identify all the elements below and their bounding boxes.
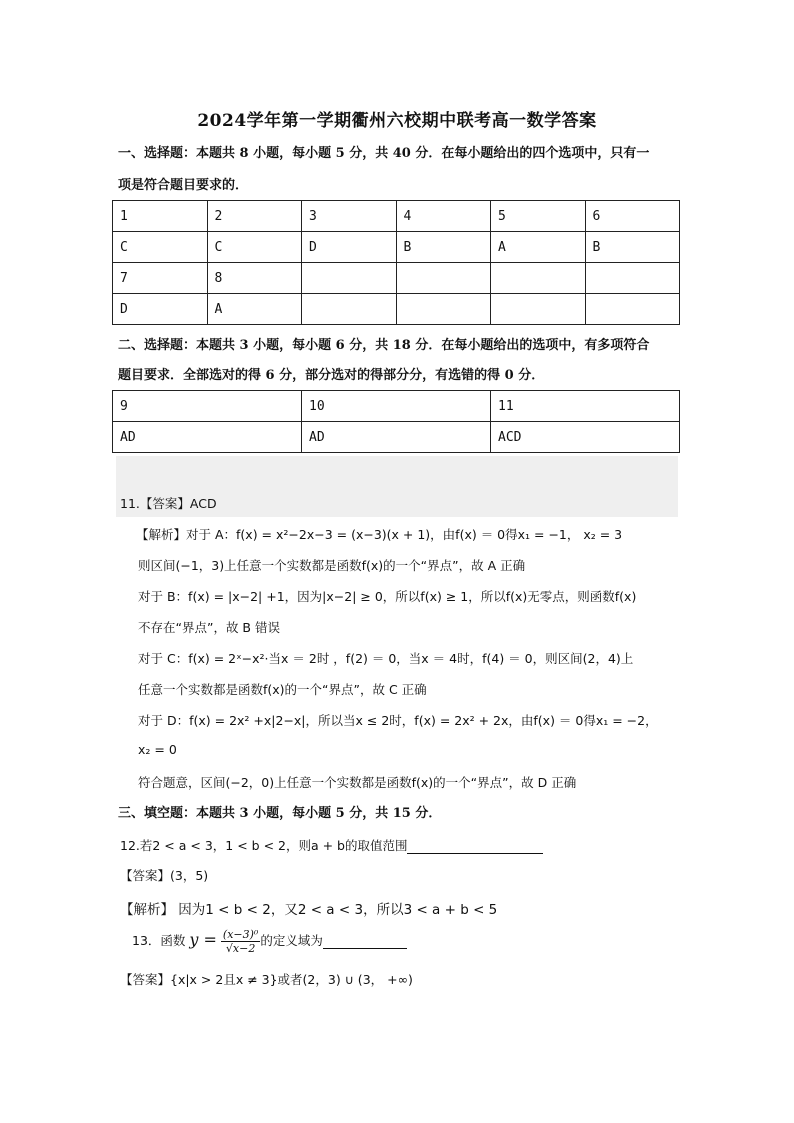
table-cell (585, 294, 680, 325)
q11-analysis-line8: x₂ = 0 (138, 742, 177, 757)
q11-analysis-line2: 则区间(−1，3)上任意一个实数都是函数f(x)的一个“界点”，故 A 正确 (138, 558, 526, 573)
table-cell: C (113, 232, 208, 263)
q13-question (132, 928, 407, 955)
table-cell: 7 (113, 263, 208, 294)
table-row (113, 422, 680, 453)
table-cell: 10 (302, 391, 491, 422)
table-cell (491, 263, 586, 294)
section1-heading-line2: 项是符合题目要求的． (118, 178, 249, 193)
q13-suffix: 的定义域为 (260, 933, 323, 948)
table-cell: 8 (207, 263, 302, 294)
table-row (113, 232, 680, 263)
table-cell: D (302, 232, 397, 263)
page-title: 2024学年第一学期衢州六校期中联考高一数学答案 (197, 111, 597, 131)
table-cell (585, 263, 680, 294)
q13-answer: 【答案】{x|x > 2且x ≠ 3}或者(2，3) ∪ (3， +∞) (120, 972, 413, 987)
table-cell (491, 294, 586, 325)
q11-analysis-line5: 对于 C：f(x) = 2ˣ−x²·当x ＝ 2时 ，f(2) ＝ 0，当x ＝ 4时，f(4) ＝ 0，则区间(2，4)上 (138, 651, 634, 666)
table-cell: 1 (113, 201, 208, 232)
table-cell: B (396, 232, 491, 263)
table-cell: B (585, 232, 680, 263)
table-cell: 2 (207, 201, 302, 232)
table-cell: 5 (491, 201, 586, 232)
table-cell: D (113, 294, 208, 325)
q12-answer: 【答案】(3，5) (120, 868, 209, 883)
q12-analysis: 【解析】 因为1 < b < 2，又2 < a < 3，所以3 < a + b < 5 (120, 902, 498, 918)
q13-y: y = (189, 930, 217, 949)
table-cell: AD (113, 422, 302, 453)
table-cell: 6 (585, 201, 680, 232)
table-row (113, 263, 680, 294)
table-cell: A (207, 294, 302, 325)
q11-answer: 11.【答案】ACD (120, 496, 217, 511)
table-row (113, 201, 680, 232)
q11-analysis-line6: 任意一个实数都是函数f(x)的一个“界点”，故 C 正确 (138, 682, 427, 697)
q13-blank (323, 933, 407, 949)
table-cell: 3 (302, 201, 397, 232)
section1-answer-table (112, 200, 680, 325)
table-cell (396, 263, 491, 294)
table-cell (302, 263, 397, 294)
table-cell (396, 294, 491, 325)
q13-numerator: (x−3)⁰ (222, 928, 259, 941)
table-cell: 4 (396, 201, 491, 232)
section2-answer-table (112, 390, 680, 453)
section3-heading: 三、填空题：本题共 3 小题，每小题 5 分，共 15 分． (118, 806, 442, 821)
table-row (113, 391, 680, 422)
q11-analysis-line4: 不存在“界点”，故 B 错误 (138, 620, 280, 635)
section1-heading-line1: 一、选择题：本题共 8 小题，每小题 5 分，共 40 分．在每小题给出的四个选项中，只有一 (118, 146, 650, 161)
section2-heading-line2: 题目要求．全部选对的得 6 分，部分选对的得部分分，有选错的得 0 分． (118, 368, 545, 383)
q12-question (120, 836, 543, 854)
q11-analysis-line9: 符合题意，区间(−2，0)上任意一个实数都是函数f(x)的一个“界点”，故 D 正确 (138, 775, 577, 790)
table-cell: ACD (491, 422, 680, 453)
table-cell (302, 294, 397, 325)
table-cell: A (491, 232, 586, 263)
table-row (113, 294, 680, 325)
q11-analysis-line3: 对于 B：f(x) = |x−2| +1，因为|x−2| ≥ 0，所以f(x) ≥ 1，所以f(x)无零点，则函数f(x) (138, 589, 637, 604)
q11-analysis-line7: 对于 D：f(x) = 2x² +x|2−x|，所以当x ≤ 2时，f(x) = 2x² + 2x，由f(x) ＝ 0得x₁ = −2， (138, 713, 658, 728)
table-cell: 11 (491, 391, 680, 422)
table-cell: 9 (113, 391, 302, 422)
q12-blank (407, 838, 543, 854)
q13-fraction (221, 928, 260, 955)
q13-denominator: √x−2 (225, 942, 256, 955)
q11-analysis-line1: 【解析】对于 A：f(x) = x²−2x−3 = (x−3)(x + 1)，由f(x) ＝ 0得x₁ = −1， x₂ = 3 (136, 527, 623, 542)
q12-question-text: 12.若2 < a < 3，1 < b < 2，则a + b的取值范围 (120, 838, 408, 853)
section2-heading-line1: 二、选择题：本题共 3 小题，每小题 6 分，共 18 分．在每小题给出的选项中，有多项符合 (118, 338, 650, 353)
table-cell: AD (302, 422, 491, 453)
table-cell: C (207, 232, 302, 263)
q13-prefix: 13．函数 (132, 933, 186, 948)
